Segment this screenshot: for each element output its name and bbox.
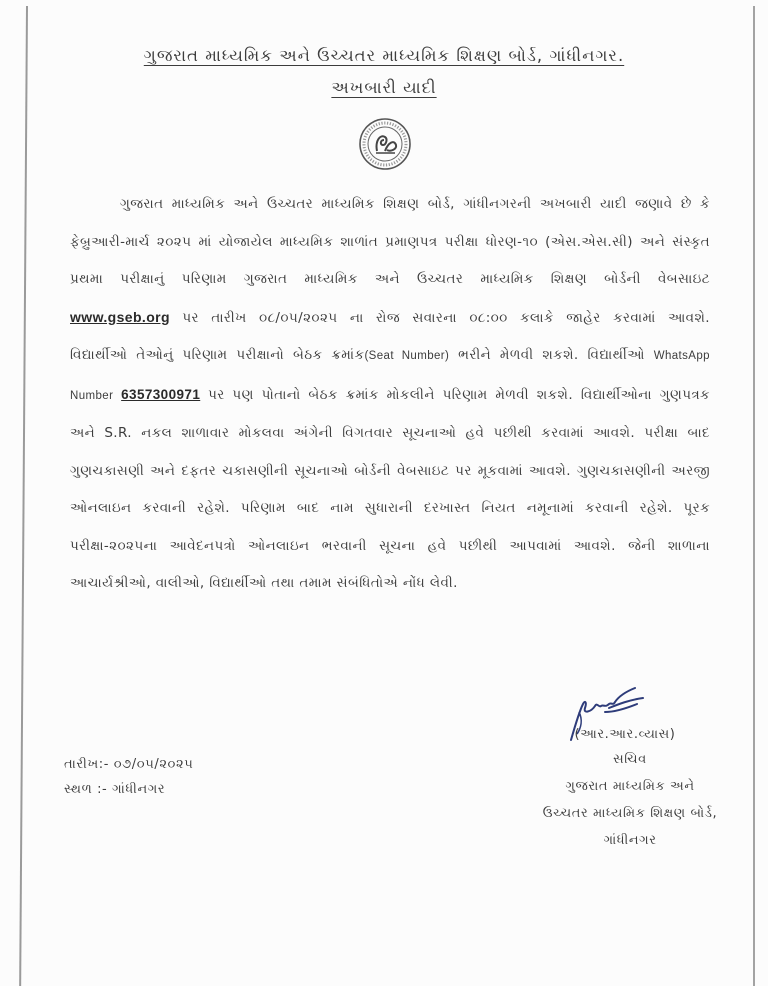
body-line: પરીક્ષા-૨૦૨૫ના આવેદનપત્રો ઓનલાઇન ભરવાની સૂચના હવે પછીથી આપવામાં આવશે. જેની શાળાના — [70, 537, 710, 554]
signatory-city: ગાંધીનગર — [603, 833, 657, 848]
number-label: Number — [70, 389, 114, 402]
document-subtitle: અખબારી યાદી — [331, 78, 437, 97]
body-line-website — [70, 299, 710, 338]
signatory-name: (આર.આર.વ્યાસ) — [574, 727, 676, 742]
body-text-fragment: ભરીને મેળવી શકશે. વિદ્યાર્થીઓ — [458, 347, 645, 363]
body-line: અને S.R. નકલ શાળાવાર મોકલવા અંગેની વિગતવાર સૂચનાઓ હવે પછીથી કરવામાં આવશે. પરીક્ષા બાદ — [70, 425, 710, 441]
whatsapp-label: WhatsApp — [653, 350, 710, 362]
body-line-seat-number — [70, 337, 710, 376]
press-release-body — [70, 186, 710, 603]
body-line: ઓનલાઇન કરવાની રહેશે. પરિણામ બાદ નામ સુધારાની દરખાસ્ત નિયત નમૂનામાં કરવાની રહેશે. પૂરક — [70, 500, 710, 516]
issue-place: સ્થળ :- ગાંધીનગર — [64, 782, 166, 797]
body-line-whatsapp-number — [70, 376, 710, 416]
body-line: પ્રથમા પરીક્ષાનું પરિણામ ગુજરાત માધ્યમિક અને ઉચ્ચતર માધ્યમિક શિક્ષણ બોર્ડની વેબસાઇટ — [70, 271, 710, 287]
signatory-org-line1: ગુજરાત માધ્યમિક અને — [565, 779, 695, 794]
body-line: ફેબ્રુઆરી-માર્ચ ૨૦૨૫ માં યોજાયેલ માધ્યમિક શાળાંત પ્રમાણપત્ર પરીક્ષા ધોરણ-૧૦ (એસ.એસ.સી) અને સંસ્કૃત — [70, 233, 710, 250]
website-link[interactable]: www.gseb.org — [70, 308, 170, 325]
body-line: ગુણચકાસણી અને દફતર ચકાસણીની સૂચનાઓ બોર્ડની વેબસાઇટ પર મૂકવામાં આવશે. ગુણચકાસણીની અરજી — [70, 462, 710, 479]
board-seal-icon — [358, 117, 412, 171]
body-text-fragment: વિદ્યાર્થીઓ તેઓનું પરિણામ પરીક્ષાનો બેઠક ક્રમાંક — [70, 347, 365, 363]
body-text-fragment: પર તારીખ ૦૮/૦૫/૨૦૨૫ ના રોજ સવારના ૦૮:૦૦ કલાકે જાહેર કરવામાં આવશે. — [182, 309, 710, 326]
whatsapp-phone-number[interactable]: 6357300971 — [121, 386, 201, 402]
body-text-fragment: પર પણ પોતાનો બેઠક ક્રમાંક મોકલીને પરિણામ મેળવી શકશે. વિદ્યાર્થીઓના ગુણપત્રક — [208, 386, 710, 403]
issue-date: તારીખ:- ૦૭/૦૫/૨૦૨૫ — [64, 757, 194, 772]
signatory-designation: સચિવ — [613, 752, 647, 767]
body-line: ગુજરાત માધ્યમિક અને ઉચ્ચતર માધ્યમિક શિક્ષણ બોર્ડ, ગાંધીનગરની અખબારી યાદી જણાવે છે કે — [120, 196, 710, 212]
body-line: આચાર્યશ્રીઓ, વાલીઓ, વિદ્યાર્થીઓ તથા તમામ સંબંધિતોએ નોંધ લેવી. — [70, 575, 458, 591]
seat-number-label: (Seat Number) — [364, 350, 450, 362]
signatory-org-line2: ઉચ્ચતર માધ્યમિક શિક્ષણ બોર્ડ, — [542, 806, 718, 821]
document-title: ગુજરાત માધ્યમિક અને ઉચ્ચતર માધ્યમિક શિક્ષણ બોર્ડ, ગાંધીનગર. — [143, 46, 625, 65]
